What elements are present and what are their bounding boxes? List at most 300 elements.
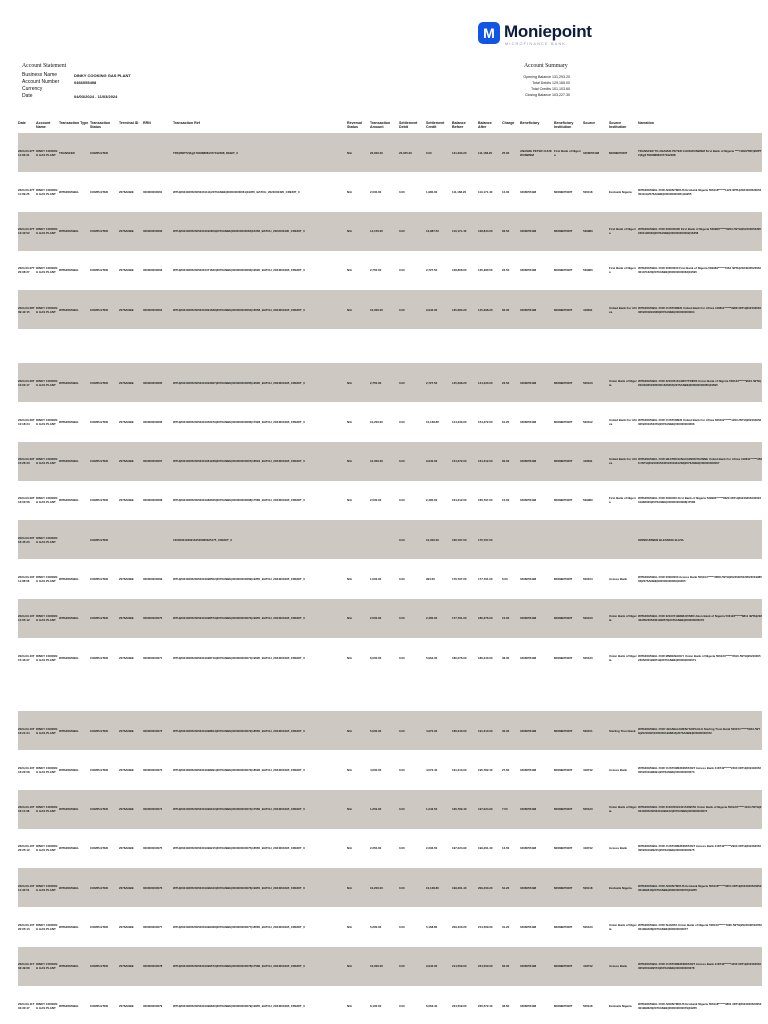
cell-rrn: 000000000078	[143, 964, 163, 969]
cell-source: 539983	[583, 229, 593, 234]
cell-status: COMPLETED	[90, 229, 109, 234]
cell-ben-inst: MONIEPOINT	[554, 1003, 573, 1008]
cell-charge: 6.00	[502, 577, 508, 581]
cell-rrn: 000000000061	[143, 189, 163, 194]
cell-src-inst: Union Bank of Nigeria	[609, 378, 637, 387]
cell-source: 0466055498	[583, 150, 600, 155]
cell-name: DINKY COOKING GAS PLANT	[36, 496, 58, 505]
column-header: Settlement Debit	[399, 121, 418, 130]
cell-beneficiary: 0466055498	[520, 189, 537, 194]
cell-type: WITHDRAWAL	[59, 767, 79, 772]
cell-credit: 2,236.50	[426, 846, 438, 851]
cell-bal-before: 131,293.20	[452, 150, 467, 155]
cell-date: 2024-03-09T16:03:58	[18, 496, 35, 505]
cell-debit: 0.00	[399, 380, 405, 385]
cell-ref: WTH|2024030523052301623367|2076ANBE|000000000065|19595_BATCH_2024000495_CREDIT_0	[173, 380, 305, 385]
cell-amount: 4,600.00	[370, 767, 382, 772]
cell-rrn: 000000000070	[143, 616, 163, 621]
cell-status: COMPLETED	[90, 807, 109, 812]
cell-narration: WITHDRAWAL FOR CUSTOMER United Bank For Africa 506102******1200 /WTH|2024030523052301952379|2076ANBE|000000000066	[638, 417, 762, 426]
cell-type: WITHDRAWAL	[59, 655, 79, 660]
column-header: RRN	[143, 121, 151, 125]
cell-beneficiary: 0466055498	[520, 846, 537, 851]
cell-charge: 12.00	[502, 189, 510, 194]
cell-terminal: 2076ANBE	[119, 229, 134, 234]
cell-bal-before: 214,569.00	[452, 964, 467, 969]
cell-ben-inst: MONIEPOINT	[554, 616, 573, 621]
cell-terminal: 2076ANBE	[119, 419, 134, 424]
cell-terminal: 2076ANBE	[119, 307, 134, 312]
cell-src-inst: First Bank of Nigeria	[609, 266, 636, 275]
cell-debit: 0.00	[399, 268, 405, 273]
cell-bal-before: 195,782.40	[452, 807, 467, 812]
cell-date: 2024-03-10T20:25:12	[18, 844, 35, 853]
cell-rev: N/A	[347, 380, 352, 385]
table-row	[18, 829, 762, 868]
cell-src-inst: Union Bank of Nigeria	[609, 653, 637, 662]
cell-date: 2024-03-09T10:18:24	[18, 417, 35, 426]
cell-src-inst: Access Bank	[609, 846, 627, 851]
cell-source: 506123	[583, 925, 593, 929]
cell-ben-inst: MONIEPOINT	[554, 459, 573, 464]
cell-charge: 60.00	[502, 459, 510, 464]
cell-rev: N/A	[347, 964, 352, 969]
cell-status: COMPLETED	[90, 189, 109, 194]
cell-status: COMPLETED	[90, 964, 109, 969]
cell-rrn: 000000000074	[143, 807, 163, 812]
cell-type: WITHDRAWAL	[59, 307, 79, 312]
cell-source: 506118	[583, 1003, 593, 1008]
cell-rrn: 000000000072	[143, 728, 163, 733]
cell-rev: N/A	[347, 767, 352, 772]
cell-terminal: 2076ANBE	[119, 655, 134, 660]
cell-beneficiary: 0466055498	[520, 925, 537, 929]
cell-date: 2024-03-10T14:05:12	[18, 614, 35, 623]
cell-narration: WITHDRAWAL FOR CUSTOMER/INSTANT Access Bank 418742******2300 /WTH|2024030523052301998991|2076ANBE|000000000073	[638, 765, 761, 774]
cell-src-inst: Ecobank Nigeria	[609, 189, 632, 194]
cell-bal-before: 197,024.90	[452, 846, 467, 851]
cell-name: DINKY COOKING GAS PLANT	[36, 805, 58, 814]
cell-debit: 0.00	[399, 807, 405, 812]
cell-debit: 0.00	[399, 307, 405, 312]
cell-status: COMPLETED	[90, 380, 109, 385]
cell-terminal: 2076ANBE	[119, 577, 134, 581]
brand-name: Moniepoint	[504, 22, 592, 41]
cell-narration: WITHDRAWAL FOR 2102050244015469550 Union Bank of Nigeria 506123******4100 /WTH|2024030523052301999102|2076ANBE|000000000074	[638, 805, 762, 814]
cell-type: WITHDRAWAL	[59, 380, 79, 385]
cell-date: 2024-03-11T04:30:47	[18, 1001, 35, 1010]
table-row	[18, 290, 762, 329]
cell-terminal: 2076ANBE	[119, 380, 134, 385]
cell-terminal: 2076ANBE	[119, 767, 134, 772]
column-header: Beneficiary Institution	[554, 121, 574, 130]
column-header: Transaction Amount	[370, 121, 391, 130]
cell-src-inst: Access Bank	[609, 577, 627, 581]
cell-debit: 0.00	[399, 885, 405, 890]
account-info-row	[22, 86, 131, 93]
cell-name: DINKY COOKING GAS PLANT	[36, 653, 58, 662]
cell-name: DINKY COOKING GAS PLANT	[36, 457, 58, 466]
table-row	[18, 172, 762, 211]
cell-source: 506104	[583, 577, 593, 581]
cell-ben-inst: MONIEPOINT	[554, 498, 573, 503]
cell-bal-after: 135,380.50	[478, 268, 493, 273]
cell-credit: 4,572.40	[426, 767, 438, 772]
cell-charge: 60.00	[502, 307, 510, 312]
moniepoint-logo	[478, 22, 592, 48]
account-info-label: Currency	[22, 86, 43, 92]
cell-debit: 0.00	[399, 229, 405, 234]
cell-beneficiary: ANAMJE PETER CHUKWUNWEM	[520, 148, 552, 157]
cell-source: 418811	[583, 307, 593, 312]
cell-src-inst: Sterling Trust Bank	[609, 728, 636, 733]
cell-credit: 10,138.80	[426, 419, 439, 424]
cell-name: DINKY COOKING GAS PLANT	[36, 266, 58, 275]
cell-ref: WTH|2024030523052301998502|2076ANBE|000000000069|19355_BATCH_2024000495_CREDIT_0	[173, 577, 305, 581]
cell-terminal: 2076ANBE	[119, 885, 134, 890]
cell-source: 506151	[583, 728, 593, 733]
cell-name: DINKY COOKING GAS PLANT	[36, 883, 58, 892]
table-row	[18, 402, 762, 441]
cell-name: DINKY COOKING GAS PLANT	[36, 378, 58, 387]
cell-ben-inst: MONIEPOINT	[554, 846, 573, 851]
cell-rrn: 000000000069	[143, 577, 163, 581]
cell-amount: 10,000.00	[370, 307, 383, 312]
cell-amount: 20,000.00	[370, 150, 383, 155]
account-info-value: 0466055498	[74, 80, 97, 85]
cell-src-inst: Union Bank of Nigeria	[609, 923, 637, 931]
account-summary	[504, 74, 570, 98]
cell-status: COMPLETED	[90, 925, 109, 929]
account-info-label: Date	[22, 93, 33, 99]
cell-ref: WTH|2024030523052301952379|2076ANBE|000000000066|17628_BATCH_2024000495_CREDIT_0	[173, 419, 305, 424]
account-info-label: Account Number	[22, 79, 60, 85]
summary-value: 131,293.20	[552, 75, 570, 79]
cell-status: COMPLETED	[90, 307, 109, 312]
cell-type: WITHDRAWAL	[59, 459, 79, 464]
column-header: Reversal Status	[347, 121, 362, 130]
cell-charge: 36.00	[502, 655, 510, 660]
cell-narration: WITHDRAWAL FOR ANONYMOUS Ecobank Nigeria 506118******0654 /WTH|2024030523052301999340|2076ANBE|000000000076|19955	[638, 883, 762, 892]
cell-narration: WITHDRAWAL FOR 00000000 First Bank of Nigeria 539983******7364 /WTH|2024030523052301371620|2076ANBE|000000000063|19595	[638, 266, 762, 275]
cell-name: DINKY COOKING GAS PLANT	[36, 962, 58, 971]
cell-beneficiary: 0466055498	[520, 964, 537, 969]
cell-beneficiary: 0466055498	[520, 807, 537, 812]
cell-source: 506118	[583, 885, 593, 890]
cell-bal-after: 180,276.00	[478, 616, 493, 621]
cell-terminal: 2076ANBE	[119, 1003, 134, 1008]
cell-rrn: 000000000067	[143, 459, 163, 464]
cell-src-inst: First Bank of Nigeria	[609, 227, 636, 236]
cell-bal-before: 176,797.00	[452, 577, 467, 581]
cell-narration: WITHDRAWAL FOR CUSTOMER/INSTANT Access Bank 418742******4406 /WTH|2024030523052301999573|2076ANBE|000000000078	[638, 962, 761, 971]
cell-name: DINKY COOKING GAS PLANT	[36, 227, 58, 236]
table-row	[18, 711, 762, 750]
cell-credit: 9,940.00	[426, 307, 438, 312]
cell-name: DINKY COOKING GAS PLANT	[36, 575, 58, 583]
account-info	[22, 72, 131, 100]
cell-src-inst: United Bank For Africa	[609, 305, 637, 314]
cell-narration: WITHDRAWAL FOR ANONYMOUS Ecobank Nigeria 506118******1120 /WTH|2024030523052301111|2076ANBE|000000000061|19955	[638, 187, 762, 196]
cell-source: 539983	[583, 498, 593, 503]
cell-ben-inst: MONIEPOINT	[554, 885, 573, 890]
table-row	[18, 560, 762, 599]
cell-status: COMPLETED	[90, 885, 109, 890]
cell-bal-after: 197,024.90	[478, 807, 493, 812]
cell-ben-inst: First Bank of Nigeria	[554, 148, 581, 157]
account-info-row	[22, 72, 131, 79]
cell-amount: 2,000.00	[370, 189, 382, 194]
table-row	[18, 908, 762, 947]
cell-charge: 22.50	[502, 380, 510, 385]
cell-type: WITHDRAWAL	[59, 846, 79, 851]
cell-source: 506123	[583, 807, 593, 812]
cell-rrn: 000000000075	[143, 846, 163, 851]
cell-bal-after: 199,261.40	[478, 846, 493, 851]
cell-terminal: 2076ANBE	[119, 964, 134, 969]
summary-row	[504, 92, 570, 98]
cell-date: 2024-03-10T15:43:07	[18, 653, 35, 662]
cell-narration: ODINKUNWEN BLESSING ELIZIA	[638, 537, 684, 542]
account-info-row	[22, 79, 131, 86]
cell-type: WITHDRAWAL	[59, 498, 79, 503]
cell-charge: 22.50	[502, 268, 510, 273]
cell-charge: 13.50	[502, 846, 510, 851]
cell-rev: N/A	[347, 577, 352, 581]
cell-credit: 10,000.00	[426, 537, 439, 542]
cell-credit: 994.00	[426, 577, 435, 581]
column-header: Settlement Credit	[426, 121, 445, 130]
cell-terminal: 2076ANBE	[119, 189, 134, 194]
cell-source: 506123	[583, 380, 593, 385]
cell-rrn: 000000000079	[143, 1003, 163, 1008]
cell-ref: WTH|2024030523052301998719|2076ANBE|000000000071|19595_BATCH_2024000495_CREDIT_0	[173, 655, 305, 660]
cell-status: COMPLETED	[90, 537, 109, 542]
cell-charge: 61.20	[502, 419, 510, 424]
cell-bal-before: 186,240.00	[452, 728, 467, 733]
cell-credit: 6,063.40	[426, 1003, 438, 1008]
cell-src-inst: United Bank For Africa	[609, 417, 637, 426]
transactions-table	[18, 118, 762, 1010]
cell-source: 418742	[583, 964, 593, 969]
cell-src-inst: Access Bank	[609, 767, 627, 772]
cell-rev: N/A	[347, 459, 352, 464]
cell-bal-before: 144,230.00	[452, 419, 467, 424]
cell-bal-after: 214,569.00	[478, 925, 493, 929]
cell-type: WITHDRAWAL	[59, 229, 79, 234]
cell-name: DINKY COOKING GAS PLANT	[36, 417, 58, 426]
cell-type: WITHDRAWAL	[59, 1003, 79, 1008]
cell-source: 506123	[583, 616, 593, 621]
cell-amount: 14,150.00	[370, 229, 383, 234]
cell-name: DINKY COOKING GAS PLANT	[36, 535, 58, 544]
cell-bal-after: 128,844.00	[478, 229, 493, 234]
cell-bal-after: 176,797.00	[478, 537, 493, 542]
cell-amount: 2,250.00	[370, 846, 382, 851]
cell-beneficiary: 0466055498	[520, 229, 537, 234]
account-info-value: DINKY COOKING GAS PLANT	[74, 73, 131, 78]
cell-bal-after: 166,797.00	[478, 498, 493, 503]
cell-type: WITHDRAWAL	[59, 728, 79, 733]
cell-beneficiary: 0466055498	[520, 728, 537, 733]
summary-value: 129,165.00	[552, 81, 570, 85]
cell-ref: WTH|2024030523052301998844|2076ANBE|000000000072|18565_BATCH_2024000495_CREDIT_0	[173, 728, 305, 733]
cell-status: COMPLETED	[90, 577, 109, 581]
table-row	[18, 790, 762, 829]
cell-name: DINKY COOKING GAS PLANT	[36, 148, 58, 157]
cell-date: 2024-03-09T15:26:33	[18, 457, 35, 466]
cell-charge: 7.50	[502, 807, 508, 812]
cell-name: DINKY COOKING GAS PLANT	[36, 1001, 58, 1010]
cell-bal-after: 195,782.40	[478, 767, 493, 772]
cell-amount: 1,250.00	[370, 807, 382, 812]
cell-ref: WTH|2024030523052301998991|2076ANBE|000000000073|18596_BATCH_2024000495_CREDIT_0	[173, 767, 305, 772]
statement-title: Account Statement	[22, 63, 67, 69]
cell-terminal: 2076ANBE	[119, 925, 134, 929]
cell-name: DINKY COOKING GAS PLANT	[36, 305, 58, 314]
cell-name: DINKY COOKING GAS PLANT	[36, 726, 58, 735]
cell-src-inst: First Bank of Nigeria	[609, 496, 636, 505]
cell-rrn: 000000000064	[143, 307, 163, 312]
cell-beneficiary: 0466055498	[520, 655, 537, 660]
summary-label: Opening Balance	[523, 75, 551, 79]
cell-debit: 0.00	[399, 925, 405, 929]
cell-status: COMPLETED	[90, 459, 109, 464]
cell-ref: WTH|2024030523052301999573|2076ANBE|000000000078|17586_BATCH_2024000495_CREDIT_0	[173, 964, 305, 969]
cell-bal-before: 191,210.00	[452, 767, 467, 772]
cell-amount: 2,500.00	[370, 616, 382, 621]
cell-src-inst: United Bank For Africa	[609, 457, 637, 466]
cell-debit: 0.00	[399, 616, 405, 621]
cell-narration: WITHDRAWAL FOR UBANGAAMKNYSOPAULO Sterling Trust Bank 506151******5843 /WTH|2024030523052301998844|2076ANBE|000000000072	[638, 726, 760, 735]
cell-ben-inst: MONIEPOINT	[554, 229, 573, 234]
cell-source: 418742	[583, 767, 593, 772]
cell-bal-before: 145,298.20	[452, 380, 467, 385]
table-row	[18, 750, 762, 789]
cell-bal-after: 186,240.00	[478, 655, 493, 660]
cell-narration: WITHDRAWAL FOR BEATRICE/NACHINONYE/INNE United Bank For Africa 418811******3526 /WTH|2024030523052301961238|2076ANBE|000000000067	[638, 457, 762, 466]
cell-rev: N/A	[347, 307, 352, 312]
cell-date: 2024-03-11T03:49:08	[18, 962, 35, 971]
cell-rrn: 000000000062	[143, 229, 163, 234]
cell-source: 418811	[583, 459, 593, 464]
cell-credit: 1,980.00	[426, 189, 438, 194]
cell-credit: 4,970.00	[426, 728, 438, 733]
cell-debit: 0.00	[399, 459, 405, 464]
cell-name: DINKY COOKING GAS PLANT	[36, 844, 58, 853]
cell-rev: N/A	[347, 925, 352, 929]
cell-beneficiary: 0466055498	[520, 885, 537, 890]
cell-credit: 0.00	[426, 150, 432, 155]
cell-debit: 0.00	[399, 846, 405, 851]
table-row	[18, 986, 762, 1024]
cell-credit: 13,987.50	[426, 229, 439, 234]
cell-rrn: 000000000071	[143, 655, 163, 660]
cell-source: 506102	[583, 419, 593, 424]
cell-rrn: 000000000076	[143, 885, 163, 890]
cell-status: COMPLETED	[90, 846, 109, 851]
cell-credit: 9,940.00	[426, 964, 438, 969]
cell-type: WITHDRAWAL	[59, 577, 79, 581]
cell-bal-after: 145,298.20	[478, 307, 493, 312]
cell-ben-inst: MONIEPOINT	[554, 728, 573, 733]
cell-debit: 0.00	[399, 577, 405, 581]
table-row	[18, 363, 762, 402]
cell-ben-inst: MONIEPOINT	[554, 268, 573, 273]
cell-type: WITHDRAWAL	[59, 885, 79, 890]
cell-name: DINKY COOKING GAS PLANT	[36, 614, 58, 623]
cell-bal-after: 177,791.00	[478, 577, 493, 581]
cell-terminal: 2076ANBE	[119, 498, 134, 503]
cell-credit: 2,727.50	[426, 268, 438, 273]
account-info-label: Business Name	[22, 72, 58, 78]
cell-bal-after: 209,400.20	[478, 885, 493, 890]
column-header: Balance Before	[452, 121, 466, 130]
cell-rrn: 000000000063	[143, 268, 163, 273]
table-row	[18, 868, 762, 907]
cell-ref: WTH|2024030523052301998573|2076ANBE|000000000070|19955_BATCH_2024000495_CREDIT_0	[173, 616, 305, 621]
cell-ben-inst: MONIEPOINT	[554, 807, 573, 812]
cell-date: 2024-03-07T11:06:31	[18, 148, 35, 157]
cell-debit: 20,025.00	[399, 150, 412, 155]
cell-credit: 10,138.80	[426, 885, 439, 890]
cell-credit: 9,940.00	[426, 459, 438, 464]
column-header: Terminal ID	[119, 121, 139, 125]
cell-ben-inst: MONIEPOINT	[554, 925, 573, 929]
column-header: Account Name	[36, 121, 51, 130]
cell-date: 2024-03-08T09:42:15	[18, 305, 35, 314]
cell-rrn: 000000000066	[143, 419, 163, 424]
cell-narration: WITHDRAWAL FOR MNDENAKEY Union Bank of Nigeria 506123******6610 /WTH|2024030523052301998719|2076ANBE|000000000071	[638, 653, 761, 662]
cell-ben-inst: MONIEPOINT	[554, 577, 573, 581]
cell-bal-after: 111,168.20	[478, 150, 493, 155]
cell-debit: 0.00	[399, 537, 405, 542]
moniepoint-logo-icon: M	[478, 22, 500, 44]
table-row	[18, 481, 762, 520]
cell-rrn: 000000000077	[143, 925, 163, 929]
cell-beneficiary: 0466055498	[520, 616, 537, 621]
cell-terminal: 2076ANBE	[119, 807, 134, 812]
cell-bal-before: 224,509.00	[452, 1003, 467, 1008]
cell-ref: WTH|2024030523052301961238|2076ANBE|000000000067|18523_BATCH_2024000495_CREDIT_0	[173, 459, 305, 464]
table-row	[18, 599, 762, 638]
column-header: Transaction Ref	[173, 121, 200, 125]
cell-amount: 10,000.00	[370, 459, 383, 464]
cell-beneficiary: 0466055498	[520, 767, 537, 772]
cell-ben-inst: MONIEPOINT	[554, 419, 573, 424]
table-row	[18, 947, 762, 986]
cell-rev: N/A	[347, 807, 352, 812]
cell-date: 2024-03-10T20:05:13	[18, 923, 35, 931]
cell-ref: WTH|2024030523052301999102|2076ANBE|000000000074|17560_BATCH_2024000495_CREDIT_0	[173, 807, 305, 812]
cell-ben-inst: MONIEPOINT	[554, 964, 573, 969]
cell-bal-after: 191,210.00	[478, 728, 493, 733]
cell-debit: 0.00	[399, 767, 405, 772]
cell-type: WITHDRAWAL	[59, 925, 79, 929]
cell-src-inst: Access Bank	[609, 964, 627, 969]
summary-value: 103,227.30	[552, 93, 570, 97]
cell-source: 418742	[583, 846, 593, 851]
cell-date: 2024-03-10T16:21:24	[18, 726, 35, 735]
cell-terminal: 2076ANBE	[119, 616, 134, 621]
cell-rrn: 000000000073	[143, 767, 163, 772]
cell-type: TRANSFER	[59, 150, 75, 155]
cell-rev: N/A	[347, 728, 352, 733]
cell-charge: 62.50	[502, 229, 510, 234]
summary-value: 101,103.60	[552, 87, 570, 91]
cell-bal-before: 180,276.00	[452, 655, 467, 660]
cell-date: 2024-03-07T13:40:52	[18, 227, 35, 236]
